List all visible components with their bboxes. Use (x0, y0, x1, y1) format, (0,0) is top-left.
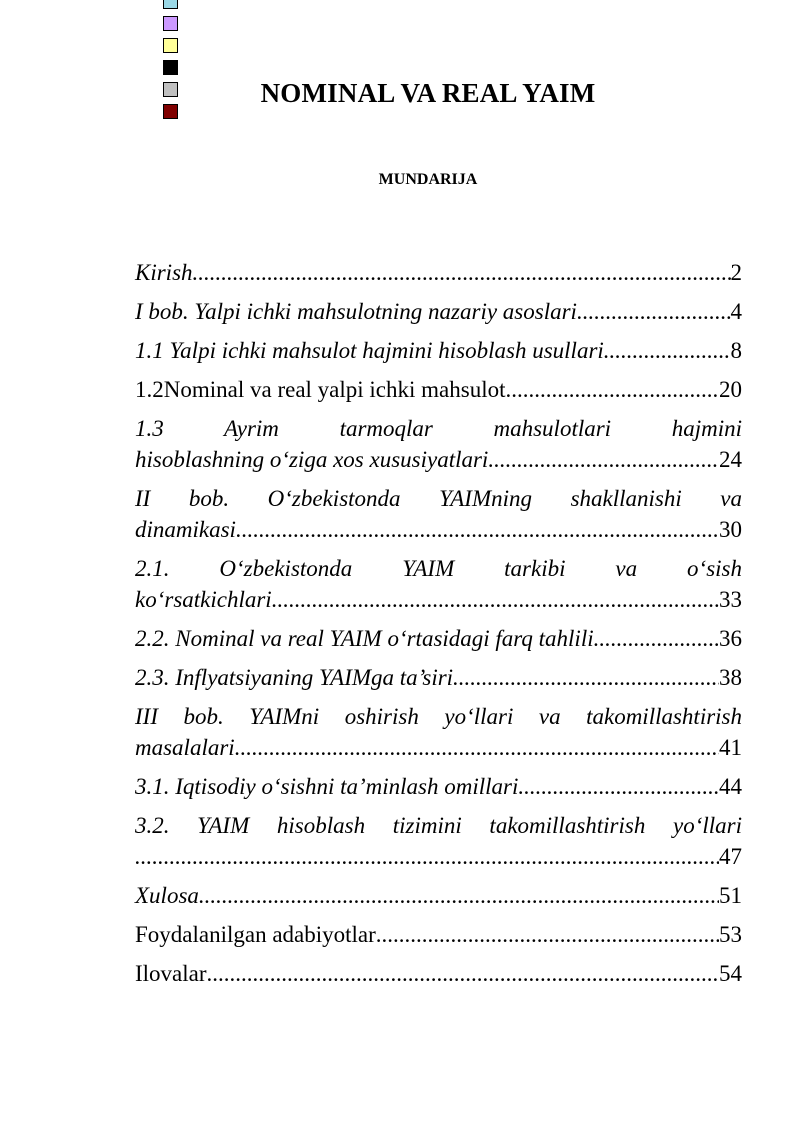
toc-page-number: 36 (719, 626, 742, 651)
toc-item-2-1[interactable] (135, 553, 742, 615)
table-of-contents (135, 257, 742, 997)
dot-leader (453, 662, 719, 693)
dot-leader (376, 919, 719, 950)
toc-item-title: 2.3. Inflyatsiyaning YAIMga ta’siri (135, 665, 454, 690)
toc-page-number: 53 (719, 922, 742, 947)
swatch-lavender (163, 16, 178, 31)
dot-leader (235, 732, 719, 763)
toc-item-title-line1: 3.2. YAIM hisoblash tizimini takomillashtirish yo‘llari (135, 813, 742, 838)
toc-page-number: 44 (719, 774, 742, 799)
dot-leader (518, 771, 719, 802)
dot-leader (505, 374, 719, 405)
toc-item-chapter-3[interactable] (135, 701, 742, 763)
dot-leader (604, 335, 731, 366)
toc-page-number: 20 (719, 377, 742, 402)
toc-item-title: masalalari (135, 735, 235, 760)
toc-page-number: 8 (730, 338, 742, 363)
toc-page-number: 41 (719, 735, 742, 760)
toc-item-kirish[interactable] (135, 257, 742, 288)
toc-heading: MUNDARIJA (378, 171, 478, 188)
toc-item-1-1[interactable] (135, 335, 742, 366)
swatch-cyan (163, 0, 178, 9)
toc-item-title: 1.1 Yalpi ichki mahsulot hajmini hisoblash usullari (135, 338, 604, 363)
dot-leader (577, 296, 731, 327)
dot-leader (135, 841, 719, 872)
toc-page-number: 47 (719, 844, 742, 869)
toc-item-title: Kirish (135, 260, 193, 285)
toc-item-title-line1: 1.3 Ayrim tarmoqlar mahsulotlari hajmini (135, 416, 742, 441)
toc-item-1-3[interactable] (135, 413, 742, 475)
toc-item-2-2[interactable] (135, 623, 742, 654)
toc-page-number: 33 (719, 587, 742, 612)
dot-leader (199, 880, 719, 911)
toc-item-title: Foydalanilgan adabiyotlar (135, 922, 376, 947)
dot-leader (594, 623, 719, 654)
toc-item-2-3[interactable] (135, 662, 742, 693)
toc-item-title: 1.2Nominal va real yalpi ichki mahsulot (135, 377, 506, 402)
toc-item-title: Xulosa (135, 883, 199, 908)
toc-item-title-line1: II bob. O‘zbekistonda YAIMning shakllanishi va (135, 486, 742, 511)
toc-item-title: ko‘rsatkichlari (135, 587, 272, 612)
dot-leader (207, 958, 719, 989)
swatch-yellow (163, 38, 178, 53)
toc-item-title: I bob. Yalpi ichki mahsulotning nazariy asoslari (135, 299, 577, 324)
document-title: NOMINAL VA REAL YAIM (260, 78, 596, 108)
toc-page-number: 54 (719, 961, 742, 986)
toc-page-number: 2 (730, 260, 742, 285)
toc-item-title: Ilovalar (135, 961, 207, 986)
toc-item-chapter-1[interactable] (135, 296, 742, 327)
dot-leader (236, 514, 719, 545)
toc-item-references[interactable] (135, 919, 742, 950)
dot-leader (488, 444, 719, 475)
toc-item-3-2[interactable] (135, 810, 742, 872)
swatch-black (163, 60, 178, 75)
toc-item-chapter-2[interactable] (135, 483, 742, 545)
toc-item-appendices[interactable] (135, 958, 742, 989)
toc-page-number: 24 (719, 447, 742, 472)
toc-page-number: 30 (719, 517, 742, 542)
toc-item-title: dinamikasi (135, 517, 236, 542)
dot-leader (272, 584, 719, 615)
dot-leader (193, 257, 731, 288)
toc-item-1-2[interactable] (135, 374, 742, 405)
toc-item-3-1[interactable] (135, 771, 742, 802)
toc-item-title: hisoblashning o‘ziga xos xususiyatlari (135, 447, 489, 472)
toc-item-title: 2.2. Nominal va real YAIM o‘rtasidagi farq tahlili (135, 626, 594, 651)
toc-page-number: 4 (730, 299, 742, 324)
toc-item-title-line1: 2.1. O‘zbekistonda YAIM tarkibi va o‘sish (135, 556, 742, 581)
toc-item-title-line1: III bob. YAIMni oshirish yo‘llari va takomillashtirish (135, 704, 742, 729)
toc-page-number: 51 (719, 883, 742, 908)
toc-page-number: 38 (719, 665, 742, 690)
toc-item-title: 3.1. Iqtisodiy o‘sishni ta’minlash omillari (135, 774, 519, 799)
toc-item-xulosa[interactable] (135, 880, 742, 911)
